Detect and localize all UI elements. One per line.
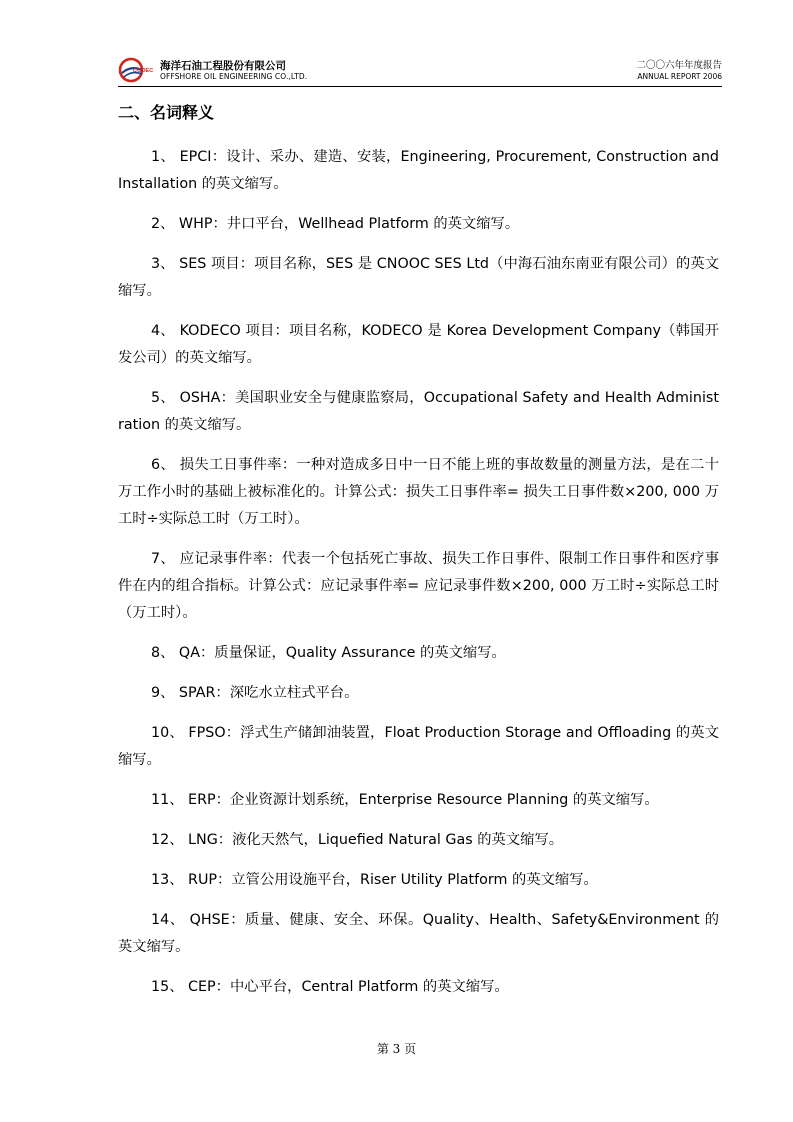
definition-item: 10、 FPSO：浮式生产储卸油装置，Float Production Storage and Offloading 的英文缩写。 (118, 725, 719, 768)
company-name-en: OFFSHORE OIL ENGINEERING CO.,LTD. (160, 72, 308, 81)
report-title-cn: 二〇〇六年年度报告 (636, 60, 722, 71)
definition-item: 12、 LNG：液化天然气，Liquefied Natural Gas 的英文缩写。 (151, 832, 564, 848)
definition-item: 3、 SES 项目：项目名称，SES 是 CNOOC SES Ltd（中海石油东南亚有限公司）的英文缩写。 (118, 256, 719, 299)
definition-item: 7、 应记录事件率：代表一个包括死亡事故、损失工作日事件、限制工作日事件和医疗事件在内的组合指标。计算公式：应记录事件率= 应记录事件数×200, 000 万工时÷实际总工时（万工时）。 (118, 551, 719, 621)
report-title-en: ANNUAL REPORT 2006 (637, 72, 722, 81)
definition-item: 8、 QA：质量保证，Quality Assurance 的英文缩写。 (151, 645, 506, 661)
definition-item: 1、 EPCI：设计、采办、建造、安装，Engineering, Procurement, Construction and Installation 的英文缩写。 (118, 149, 719, 192)
definition-item: 5、 OSHA：美国职业安全与健康监察局，Occupational Safety and Health Administration 的英文缩写。 (118, 390, 719, 433)
definition-item: 11、 ERP：企业资源计划系统，Enterprise Resource Planning 的英文缩写。 (151, 792, 659, 808)
report-title (636, 60, 722, 82)
header-divider (118, 86, 722, 87)
definition-item: 14、 QHSE：质量、健康、安全、环保。Quality、Health、Safety&Environment 的英文缩写。 (118, 912, 719, 955)
company-logo (118, 56, 158, 84)
page-header (118, 52, 722, 86)
company-name (160, 60, 307, 82)
company-name-cn: 海洋石油工程股份有限公司 (160, 60, 286, 72)
definition-item: 6、 损失工日事件率：一种对造成多日中一日不能上班的事故数量的测量方法，是在二十万工作小时的基础上被标准化的。计算公式：损失工日事件率= 损失工日事件数×200, 000 万工时÷实际总工时（万工时）。 (118, 457, 719, 527)
page-number: 第 3 页 (376, 1042, 417, 1056)
definition-item: 4、 KODECO 项目：项目名称，KODECO 是 Korea Development Company（韩国开发公司）的英文缩写。 (118, 323, 719, 366)
definition-item: 13、 RUP：立管公用设施平台，Riser Utility Platform 的英文缩写。 (151, 872, 598, 888)
definition-item: 2、 WHP：井口平台，Wellhead Platform 的英文缩写。 (151, 216, 520, 232)
definition-item: 9、 SPAR：深吃水立柱式平台。 (151, 685, 359, 701)
definition-item: 15、 CEP：中心平台，Central Platform 的英文缩写。 (151, 979, 509, 995)
section-title: 二、名词释义 (118, 103, 215, 122)
logo-wordmark: COOEC (133, 68, 154, 74)
definitions-list (118, 144, 719, 1014)
